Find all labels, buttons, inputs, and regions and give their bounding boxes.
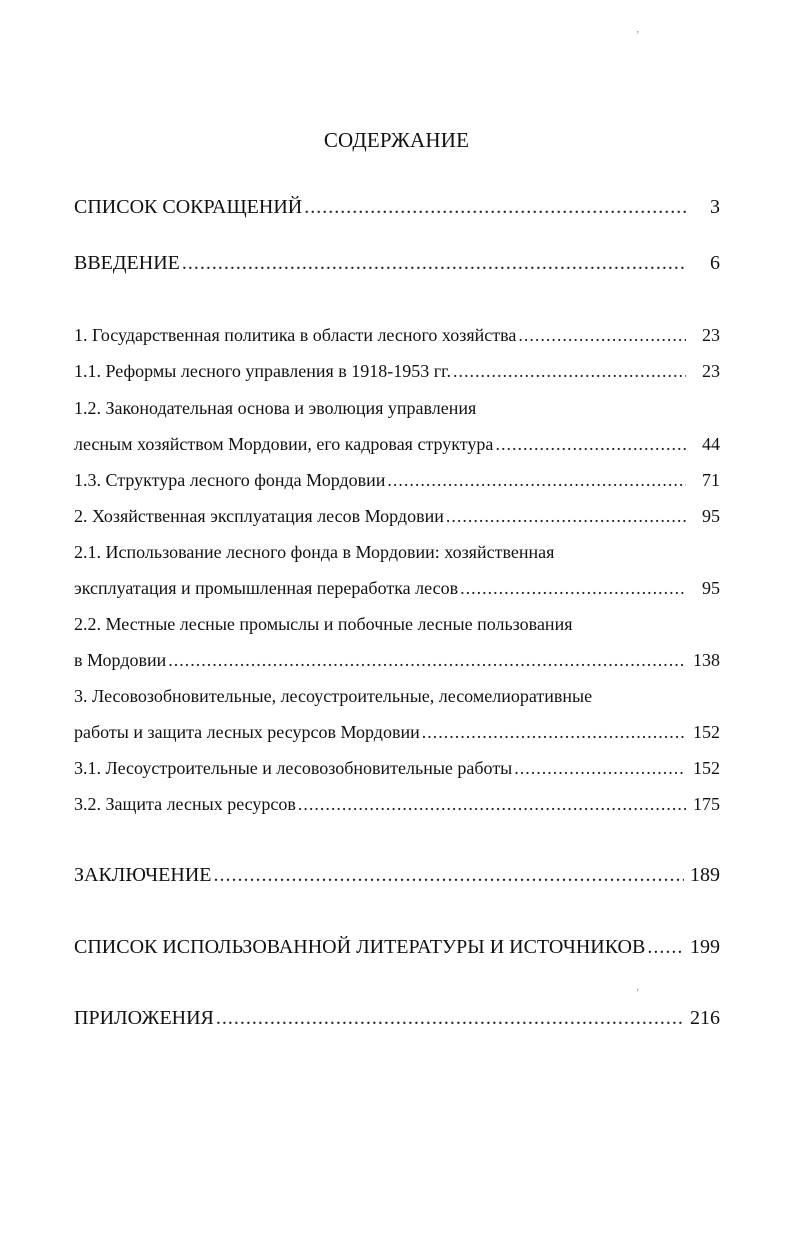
scan-speck: ’ xyxy=(636,988,640,999)
page-title: СОДЕРЖАНИЕ xyxy=(323,128,470,152)
scan-speck: ’ xyxy=(636,30,640,41)
toc-entry-conclusion xyxy=(74,864,720,887)
toc-leader xyxy=(387,470,686,491)
toc-entry-section-1-2 xyxy=(74,434,720,455)
toc-entry-appendix xyxy=(74,1007,720,1030)
toc-label: ВВЕДЕНИЕ xyxy=(74,252,180,274)
toc-leader xyxy=(446,506,686,527)
toc-entry-section-2-1 xyxy=(74,578,720,599)
toc-page-number: 138 xyxy=(693,650,720,670)
toc-leader xyxy=(453,361,686,382)
toc-entry-chapter-3-line1: 3. Лесовозобновительные, лесоустроительные, лесомелиоративные xyxy=(74,686,593,706)
toc-entry-chapter-3 xyxy=(74,722,720,743)
toc-leader xyxy=(518,325,686,346)
toc-leader xyxy=(213,864,684,887)
toc-leader xyxy=(168,650,686,671)
toc-page-number: 152 xyxy=(693,722,720,742)
toc-label: 1. Государственная политика в области лесного хозяйства xyxy=(74,325,517,345)
toc-label: 2. Хозяйственная эксплуатация лесов Мордовии xyxy=(74,506,444,526)
toc-leader xyxy=(422,722,686,743)
toc-page-number: 44 xyxy=(702,434,720,454)
toc-entry-section-2-2 xyxy=(74,650,720,671)
toc-page-number: 216 xyxy=(690,1007,720,1029)
toc-entry-section-1-1 xyxy=(74,361,720,382)
toc-label: СПИСОК СОКРАЩЕНИЙ xyxy=(74,196,303,218)
toc-entry-section-3-1 xyxy=(74,758,720,779)
toc-page-number: 199 xyxy=(690,936,720,958)
toc-page-number: 189 xyxy=(690,864,720,886)
toc-entry-section-3-2 xyxy=(74,794,720,815)
toc-label: 1.1. Реформы лесного управления в 1918-1953 гг. xyxy=(74,361,451,381)
toc-label: работы и защита лесных ресурсов Мордовии xyxy=(74,722,420,742)
toc-entry-section-2-2-line1: 2.2. Местные лесные промыслы и побочные лесные пользования xyxy=(74,614,573,634)
toc-label: 3.1. Лесоустроительные и лесовозобновительные работы xyxy=(74,758,513,778)
toc-label: ЗАКЛЮЧЕНИЕ xyxy=(74,864,212,886)
toc-leader xyxy=(182,252,686,275)
toc-label: 3.2. Защита лесных ресурсов xyxy=(74,794,296,814)
toc-entry-introduction xyxy=(74,252,720,275)
toc-label: ПРИЛОЖЕНИЯ xyxy=(74,1007,214,1029)
toc-entry-section-1-3 xyxy=(74,470,720,491)
toc-entry-section-1-2-line1: 1.2. Законодательная основа и эволюция управления xyxy=(74,398,477,418)
toc-label: СПИСОК ИСПОЛЬЗОВАННОЙ ЛИТЕРАТУРЫ И ИСТОЧНИКОВ xyxy=(74,936,646,958)
toc-label: эксплуатация и промышленная переработка лесов xyxy=(74,578,459,598)
toc-label: лесным хозяйством Мордовии, его кадровая структура xyxy=(74,434,494,454)
toc-leader xyxy=(298,794,686,815)
toc-leader xyxy=(460,578,686,599)
toc-page-number: 95 xyxy=(702,578,720,598)
toc-label: 1.3. Структура лесного фонда Мордовии xyxy=(74,470,386,490)
toc-page-number: 23 xyxy=(702,325,720,345)
toc-leader xyxy=(647,936,684,959)
toc-leader xyxy=(495,434,686,455)
toc-page-number: 175 xyxy=(693,794,720,814)
toc-leader xyxy=(304,196,686,219)
toc-entry-chapter-1 xyxy=(74,325,720,346)
toc-page-number: 152 xyxy=(693,758,720,778)
toc-page-number: 95 xyxy=(702,506,720,526)
toc-entry-section-2-1-line1: 2.1. Использование лесного фонда в Мордовии: хозяйственная xyxy=(74,542,555,562)
toc-entry-literature xyxy=(74,936,720,959)
toc-page-number: 6 xyxy=(710,252,720,274)
toc-label: в Мордовии xyxy=(74,650,167,670)
toc-page-number: 3 xyxy=(710,196,720,218)
toc-entry-abbreviations xyxy=(74,196,720,219)
toc-page-number: 71 xyxy=(702,470,720,490)
toc-page-number: 23 xyxy=(702,361,720,381)
toc-entry-chapter-2 xyxy=(74,506,720,527)
toc-leader xyxy=(514,758,686,779)
toc-leader xyxy=(216,1007,684,1030)
